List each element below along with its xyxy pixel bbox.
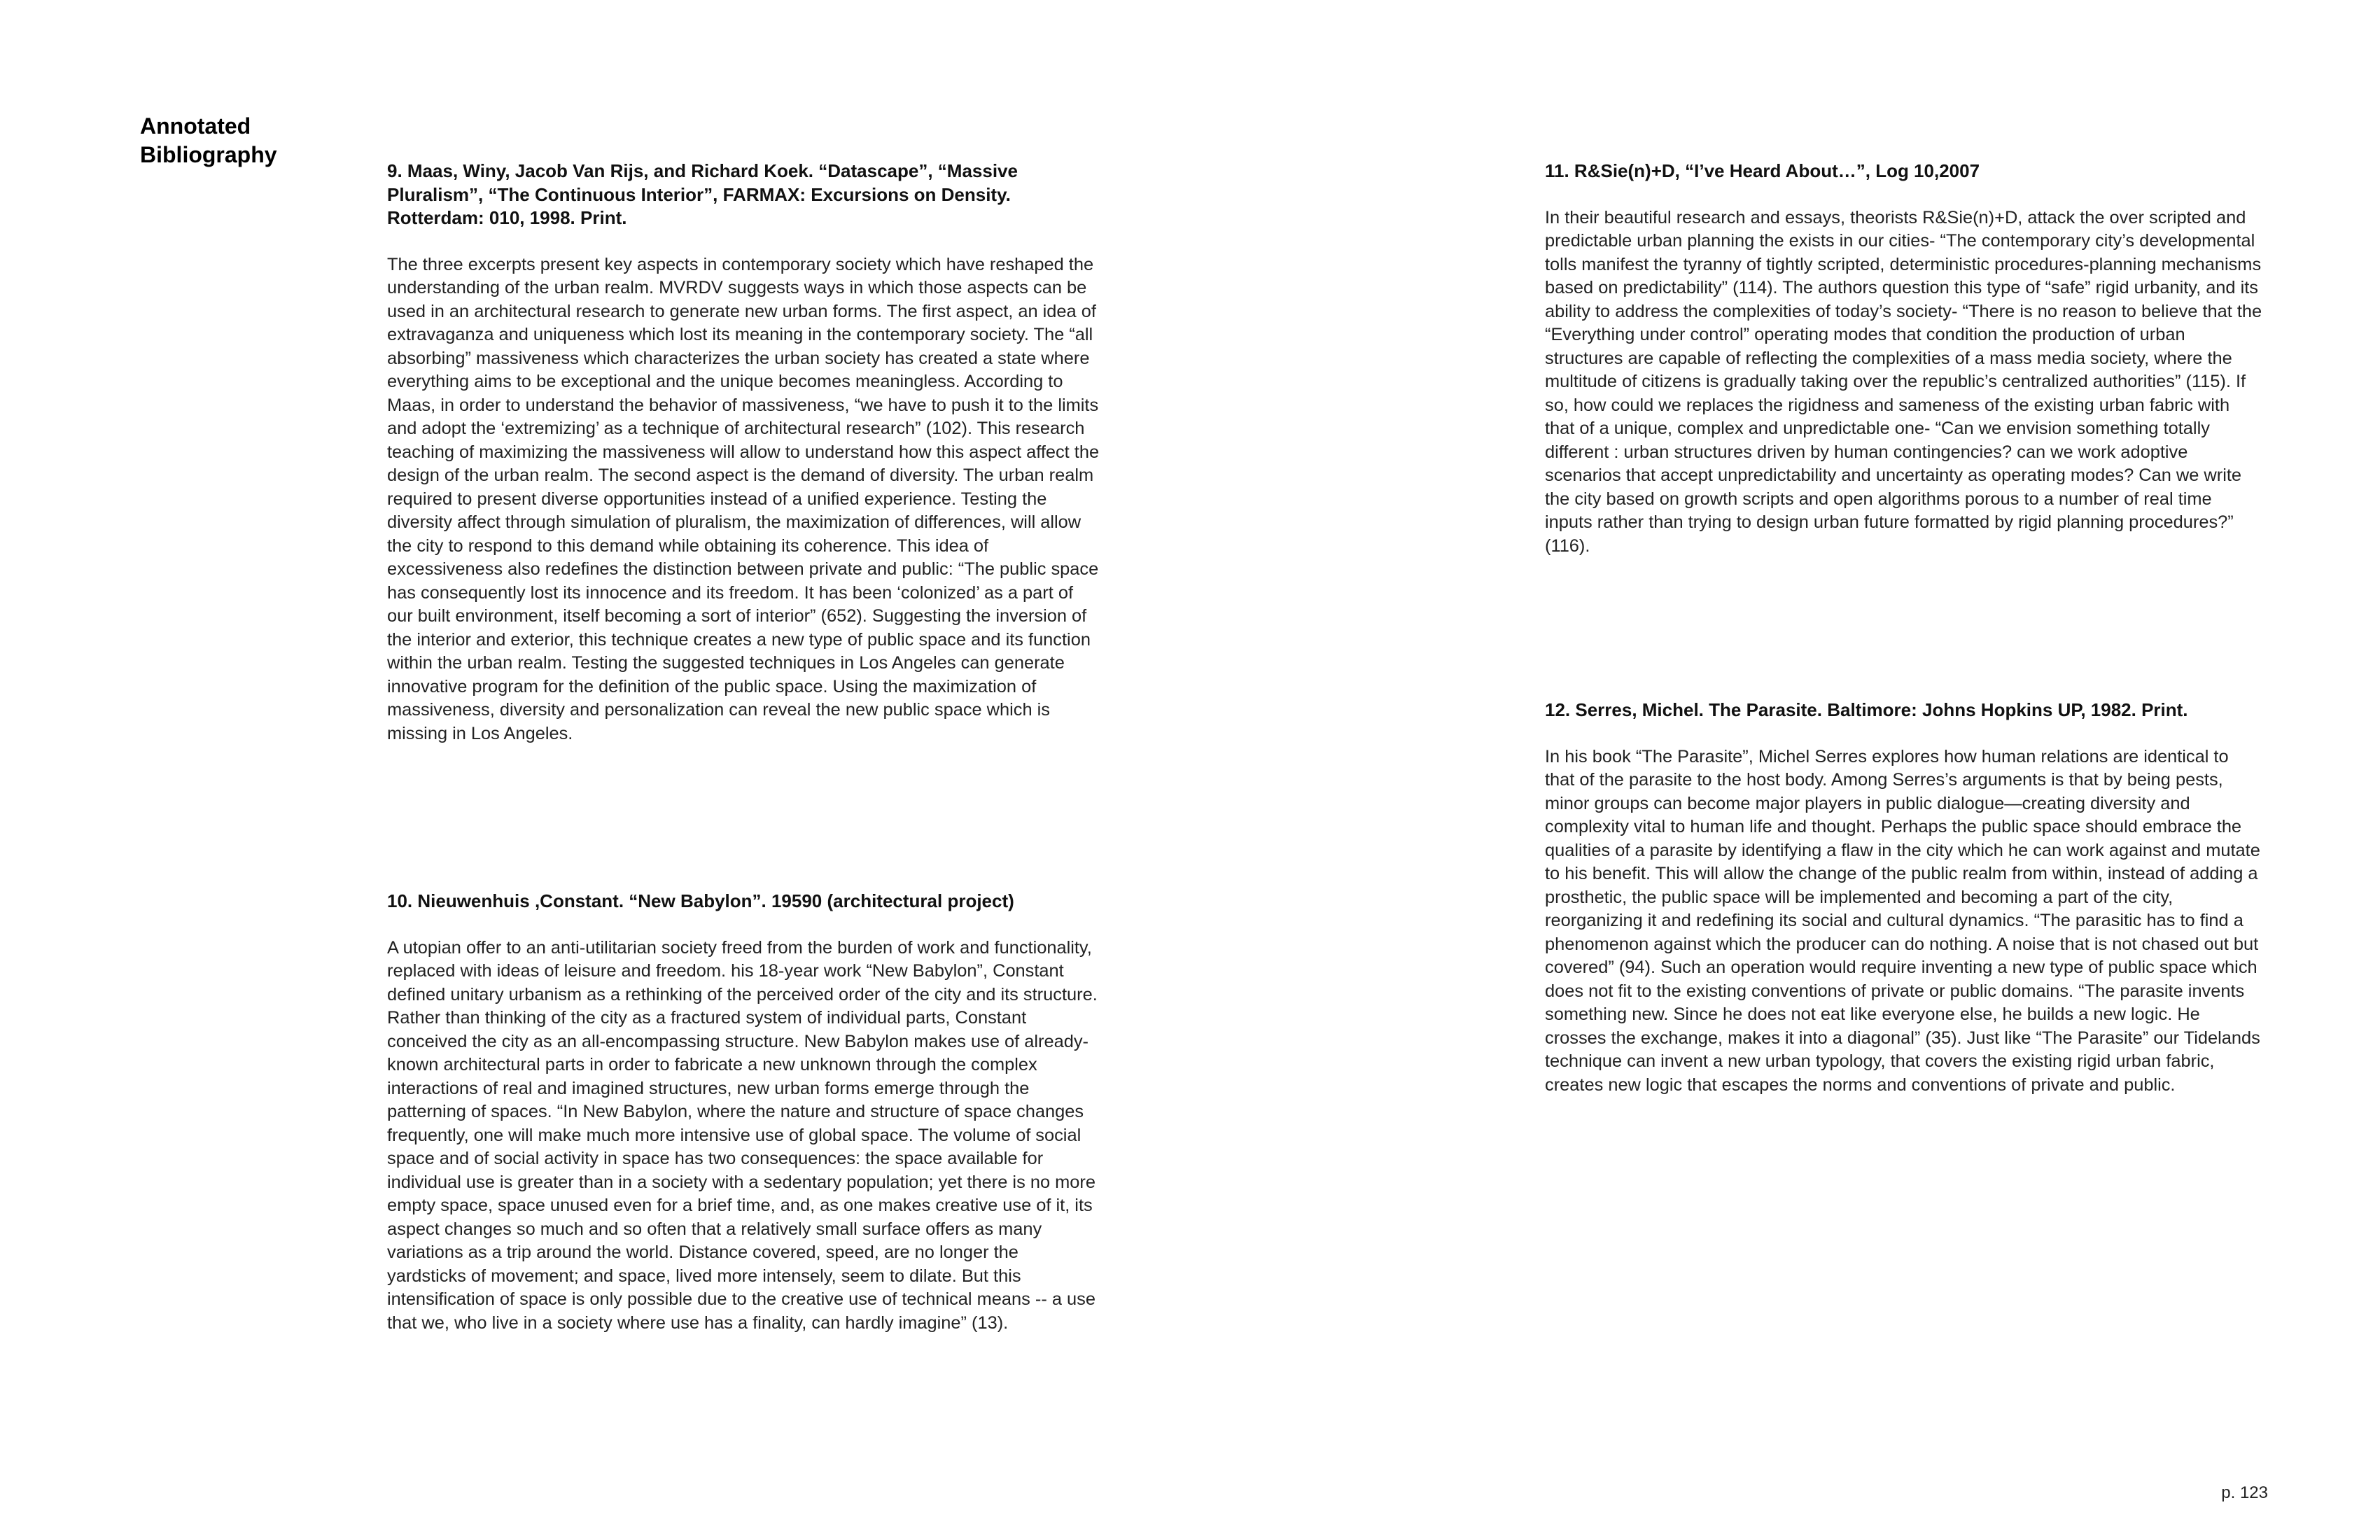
section-heading: Annotated Bibliography xyxy=(140,113,277,167)
bibliography-entry-9 xyxy=(387,160,1101,746)
bibliography-entry-12 xyxy=(1545,699,2262,1097)
entry-annotation: In his book “The Parasite”, Michel Serres explores how human relations are identical to that of the parasite to the host body. Among Serres’s arguments is that by being pests, minor groups can become major players in public dialogue—creating diversity and complexity vital to human life and thought. Perhaps the public space should embrace the qualities of a parasite by identifying a flaw in the city which he can work against and mutate to his benefit. This will allow the change of the public realm from within, instead of adding a prosthetic, the public space will be implemented and becoming a part of the city, reorganizing it and redefining its social and cultural dynamics. “The parasitic has to find a phenomenon against which the producer can do nothing. A noise that is not chased out but covered” (94). Such an operation would require inventing a new type of public space which does not fit to the existing conventions of private or public domains. “The parasite invents something new. Since he does not eat like everyone else, he builds a new logic. He crosses the exchange, makes it into a diagonal” (35). Just like “The Parasite” our Tidelands technique can invent a new urban typology, that covers the existing rigid urban fabric, creates new logic that escapes the norms and conventions of private and public. xyxy=(1545,746,2260,1095)
entry-title: 12. Serres, Michel. The Parasite. Baltimore: Johns Hopkins UP, 1982. Print. xyxy=(1545,699,2188,720)
entry-annotation: A utopian offer to an anti-utilitarian society freed from the burden of work and functionality, replaced with ideas of leisure and freedom. his 18-year work “New Babylon”, Constant defined unitary urbanism as a rethinking of the perceived order of the city and its structure. Rather than thinking of the city as a fractured system of individual parts, Constant conceived the city as an all-encompassing structure. New Babylon makes use of already-known architectural parts in order to fabricate a new unknown through the complex interactions of real and imagined structures, new urban forms emerge through the patterning of spaces. “In New Babylon, where the nature and structure of space changes frequently, one will make much more intensive use of global space. The volume of social space and of social activity in space has two consequences: the space available for individual use is greater than in a society with a sedentary population; yet there is no more empty space, space unused even for a brief time, and, as one makes creative use of it, its aspect changes so much and so often that a relatively small surface offers as many variations as a trip around the world. Distance covered, speed, are no longer the yardsticks of movement; and space, lived more intensely, seem to dilate. But this intensification of space is only possible due to the creative use of technical means -- a use that we, who live in a society where use has a finality, can hardly imagine” (13). xyxy=(387,937,1098,1333)
bibliography-entry-10 xyxy=(387,890,1101,1335)
page-number: p. 123 xyxy=(2221,1483,2268,1502)
entry-title: 9. Maas, Winy, Jacob Van Rijs, and Richard Koek. “Datascape”, “Massive Pluralism”, “The Continuous Interior”, FARMAX: Excursions on Density. Rotterdam: 010, 1998. Print. xyxy=(387,160,1018,228)
bibliography-entry-11 xyxy=(1545,160,2262,558)
entry-annotation: The three excerpts present key aspects in contemporary society which have reshaped the understanding of the urban realm. MVRDV suggests ways in which those aspects can be used in an architectural research to generate new urban forms. The first aspect, an idea of extravaganza and uniqueness which lost its meaning in the contemporary society. The “all absorbing” massiveness which characterizes the urban society has created a state where everything aims to be exceptional and the unique becomes meaningless. According to Maas, in order to understand the behavior of massiveness, “we have to push it to the limits and adopt the ‘extremizing’ as a technique of architectural research” (102). This research teaching of maximizing the massiveness will allow to understand how this aspect affect the design of the urban realm. The second aspect is the demand of diversity. The urban realm required to present diverse opportunities instead of a unified experience. Testing the diversity affect through simulation of pluralism, the maximization of differences, will allow the city to respond to this demand while obtaining its coherence. This idea of excessiveness also redefines the distinction between private and public: “The public space has consequently lost its innocence and its freedom. It has been ‘colonized’ as a part of our built environment, itself becoming a sort of interior” (652). Suggesting the inversion of the interior and exterior, this technique creates a new type of public space and its function within the urban realm. Testing the suggested techniques in Los Angeles can generate innovative program for the definition of the public space. Using the maximization of massiveness, diversity and personalization can reveal the new public space which is missing in Los Angeles. xyxy=(387,254,1100,743)
entry-title: 10. Nieuwenhuis ,Constant. “New Babylon”. 19590 (architectural project) xyxy=(387,890,1014,911)
entry-title: 11. R&Sie(n)+D, “I’ve Heard About…”, Log 10,2007 xyxy=(1545,160,1980,181)
entry-annotation: In their beautiful research and essays, theorists R&Sie(n)+D, attack the over scripted and predictable urban planning the exists in our cities- “The contemporary city’s developmental tolls manifest the tyranny of tightly scripted, deterministic procedures-planning mechanisms based on predictability” (114). The authors question this type of “safe” rigid urbanity, and its ability to address the complexities of today’s society- “There is no reason to believe that the “Everything under control” operating modes that condition the production of urban structures are capable of reflecting the complexities of a mass media society, where the multitude of citizens is gradually taking over the republic’s centralized authorities” (115). If so, how could we replaces the rigidness and sameness of the existing urban fabric with that of a unique, complex and unpredictable one- “Can we envision something totally different : urban structures driven by human contingencies? can we work adoptive scenarios that accept unpredictability and uncertainty as operating modes? Can we write the city based on growth scripts and open algorithms porous to a number of real time inputs rather than trying to design urban future formatted by rigid planning procedures?” (116). xyxy=(1545,207,2262,556)
